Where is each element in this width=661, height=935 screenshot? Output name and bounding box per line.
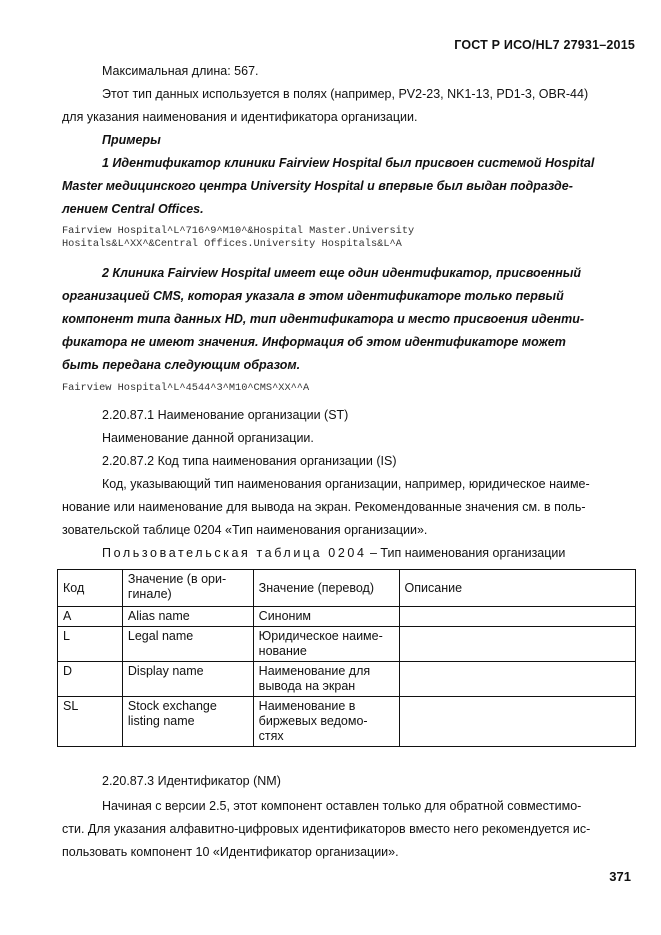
- example-2-line-1: 2 Клиника Fairview Hospital имеет еще один идентификатор, присвоенный: [102, 266, 582, 280]
- example-2-line-4: фикатора не имеют значения. Информация об этом идентификаторе может: [62, 335, 566, 349]
- usage-paragraph-line-1: Этот тип данных используется в полях (например, PV2-23, NK1-13, PD1-3, OBR-44): [102, 87, 589, 101]
- section-2-20-87-2-desc-line-3: зовательской таблице 0204 «Тип наименования организации».: [62, 523, 428, 537]
- code-sample-2: Fairview Hospital^L^4544^3^M10^CMS^XX^^A: [62, 382, 310, 394]
- header-translated-value: Значение (перевод): [253, 570, 399, 607]
- table-row: [58, 662, 636, 697]
- usage-paragraph-line-2: для указания наименования и идентификатора организации.: [62, 110, 418, 124]
- table-header-row: [58, 570, 636, 607]
- cell-original: Legal name: [122, 627, 253, 662]
- table-caption: [102, 542, 565, 565]
- cell-code: D: [58, 662, 123, 697]
- org-name-type-table: [57, 569, 636, 747]
- cell-description: [399, 627, 635, 662]
- cell-original: Alias name: [122, 607, 253, 627]
- example-1-line-1: 1 Идентификатор клиники Fairview Hospital был присвоен системой Hospital: [102, 156, 595, 170]
- cell-translation: Юридическое наиме- нование: [253, 627, 399, 662]
- section-2-20-87-2-desc-line-2: нование или наименование для вывода на экран. Рекомендованные значения см. в поль-: [62, 500, 586, 514]
- example-1-line-3: лением Central Offices.: [62, 202, 204, 216]
- cell-translation: Синоним: [253, 607, 399, 627]
- page-number: 371: [609, 869, 631, 884]
- section-2-20-87-3-heading: 2.20.87.3 Идентификатор (NM): [102, 774, 281, 788]
- table-row: [58, 697, 636, 747]
- cell-code: L: [58, 627, 123, 662]
- example-2-line-3: компонент типа данных HD, тип идентификатора и место присвоения иденти-: [62, 312, 585, 326]
- max-length-line: Максимальная длина: 567.: [102, 64, 259, 78]
- cell-original: Display name: [122, 662, 253, 697]
- table-caption-number: Пользовательская таблица 0204: [102, 546, 367, 560]
- document-header: ГОСТ Р ИСО/HL7 27931–2015: [454, 38, 635, 52]
- example-1-line-2: Master медицинского центра University Hospital и впервые был выдан подразде-: [62, 179, 573, 193]
- table-caption-title: – Тип наименования организации: [366, 546, 566, 560]
- header-code: Код: [58, 570, 123, 607]
- section-2-20-87-3-desc-line-3: пользовать компонент 10 «Идентификатор организации».: [62, 845, 399, 859]
- table-row: [58, 607, 636, 627]
- section-2-20-87-2-heading: 2.20.87.2 Код типа наименования организации (IS): [102, 454, 397, 468]
- cell-description: [399, 697, 635, 747]
- examples-title: Примеры: [102, 133, 161, 147]
- section-2-20-87-1-description: Наименование данной организации.: [102, 431, 314, 445]
- example-2-line-5: быть передана следующим образом.: [62, 358, 301, 372]
- table-row: [58, 627, 636, 662]
- cell-translation: Наименование в биржевых ведомо- стях: [253, 697, 399, 747]
- code-sample-1-line-2: Hositals&L^XX^&Central Offices.University Hospitals&L^A: [62, 238, 402, 250]
- section-2-20-87-1-heading: 2.20.87.1 Наименование организации (ST): [102, 408, 349, 422]
- cell-original: Stock exchange listing name: [122, 697, 253, 747]
- header-original-value: Значение (в ори- гинале): [122, 570, 253, 607]
- section-2-20-87-2-desc-line-1: Код, указывающий тип наименования организации, например, юридическое наиме-: [102, 477, 590, 491]
- cell-description: [399, 607, 635, 627]
- cell-code: A: [58, 607, 123, 627]
- section-2-20-87-3-desc-line-1: Начиная с версии 2.5, этот компонент оставлен только для обратной совместимо-: [102, 799, 582, 813]
- header-description: Описание: [399, 570, 635, 607]
- cell-translation: Наименование для вывода на экран: [253, 662, 399, 697]
- cell-description: [399, 662, 635, 697]
- code-sample-1-line-1: Fairview Hospital^L^716^9^M10^&Hospital Master.University: [62, 225, 415, 237]
- cell-code: SL: [58, 697, 123, 747]
- example-2-line-2: организацией CMS, которая указала в этом идентификаторе только первый: [62, 289, 564, 303]
- section-2-20-87-3-desc-line-2: сти. Для указания алфавитно-цифровых идентификаторов вместо него рекомендуется ис-: [62, 822, 591, 836]
